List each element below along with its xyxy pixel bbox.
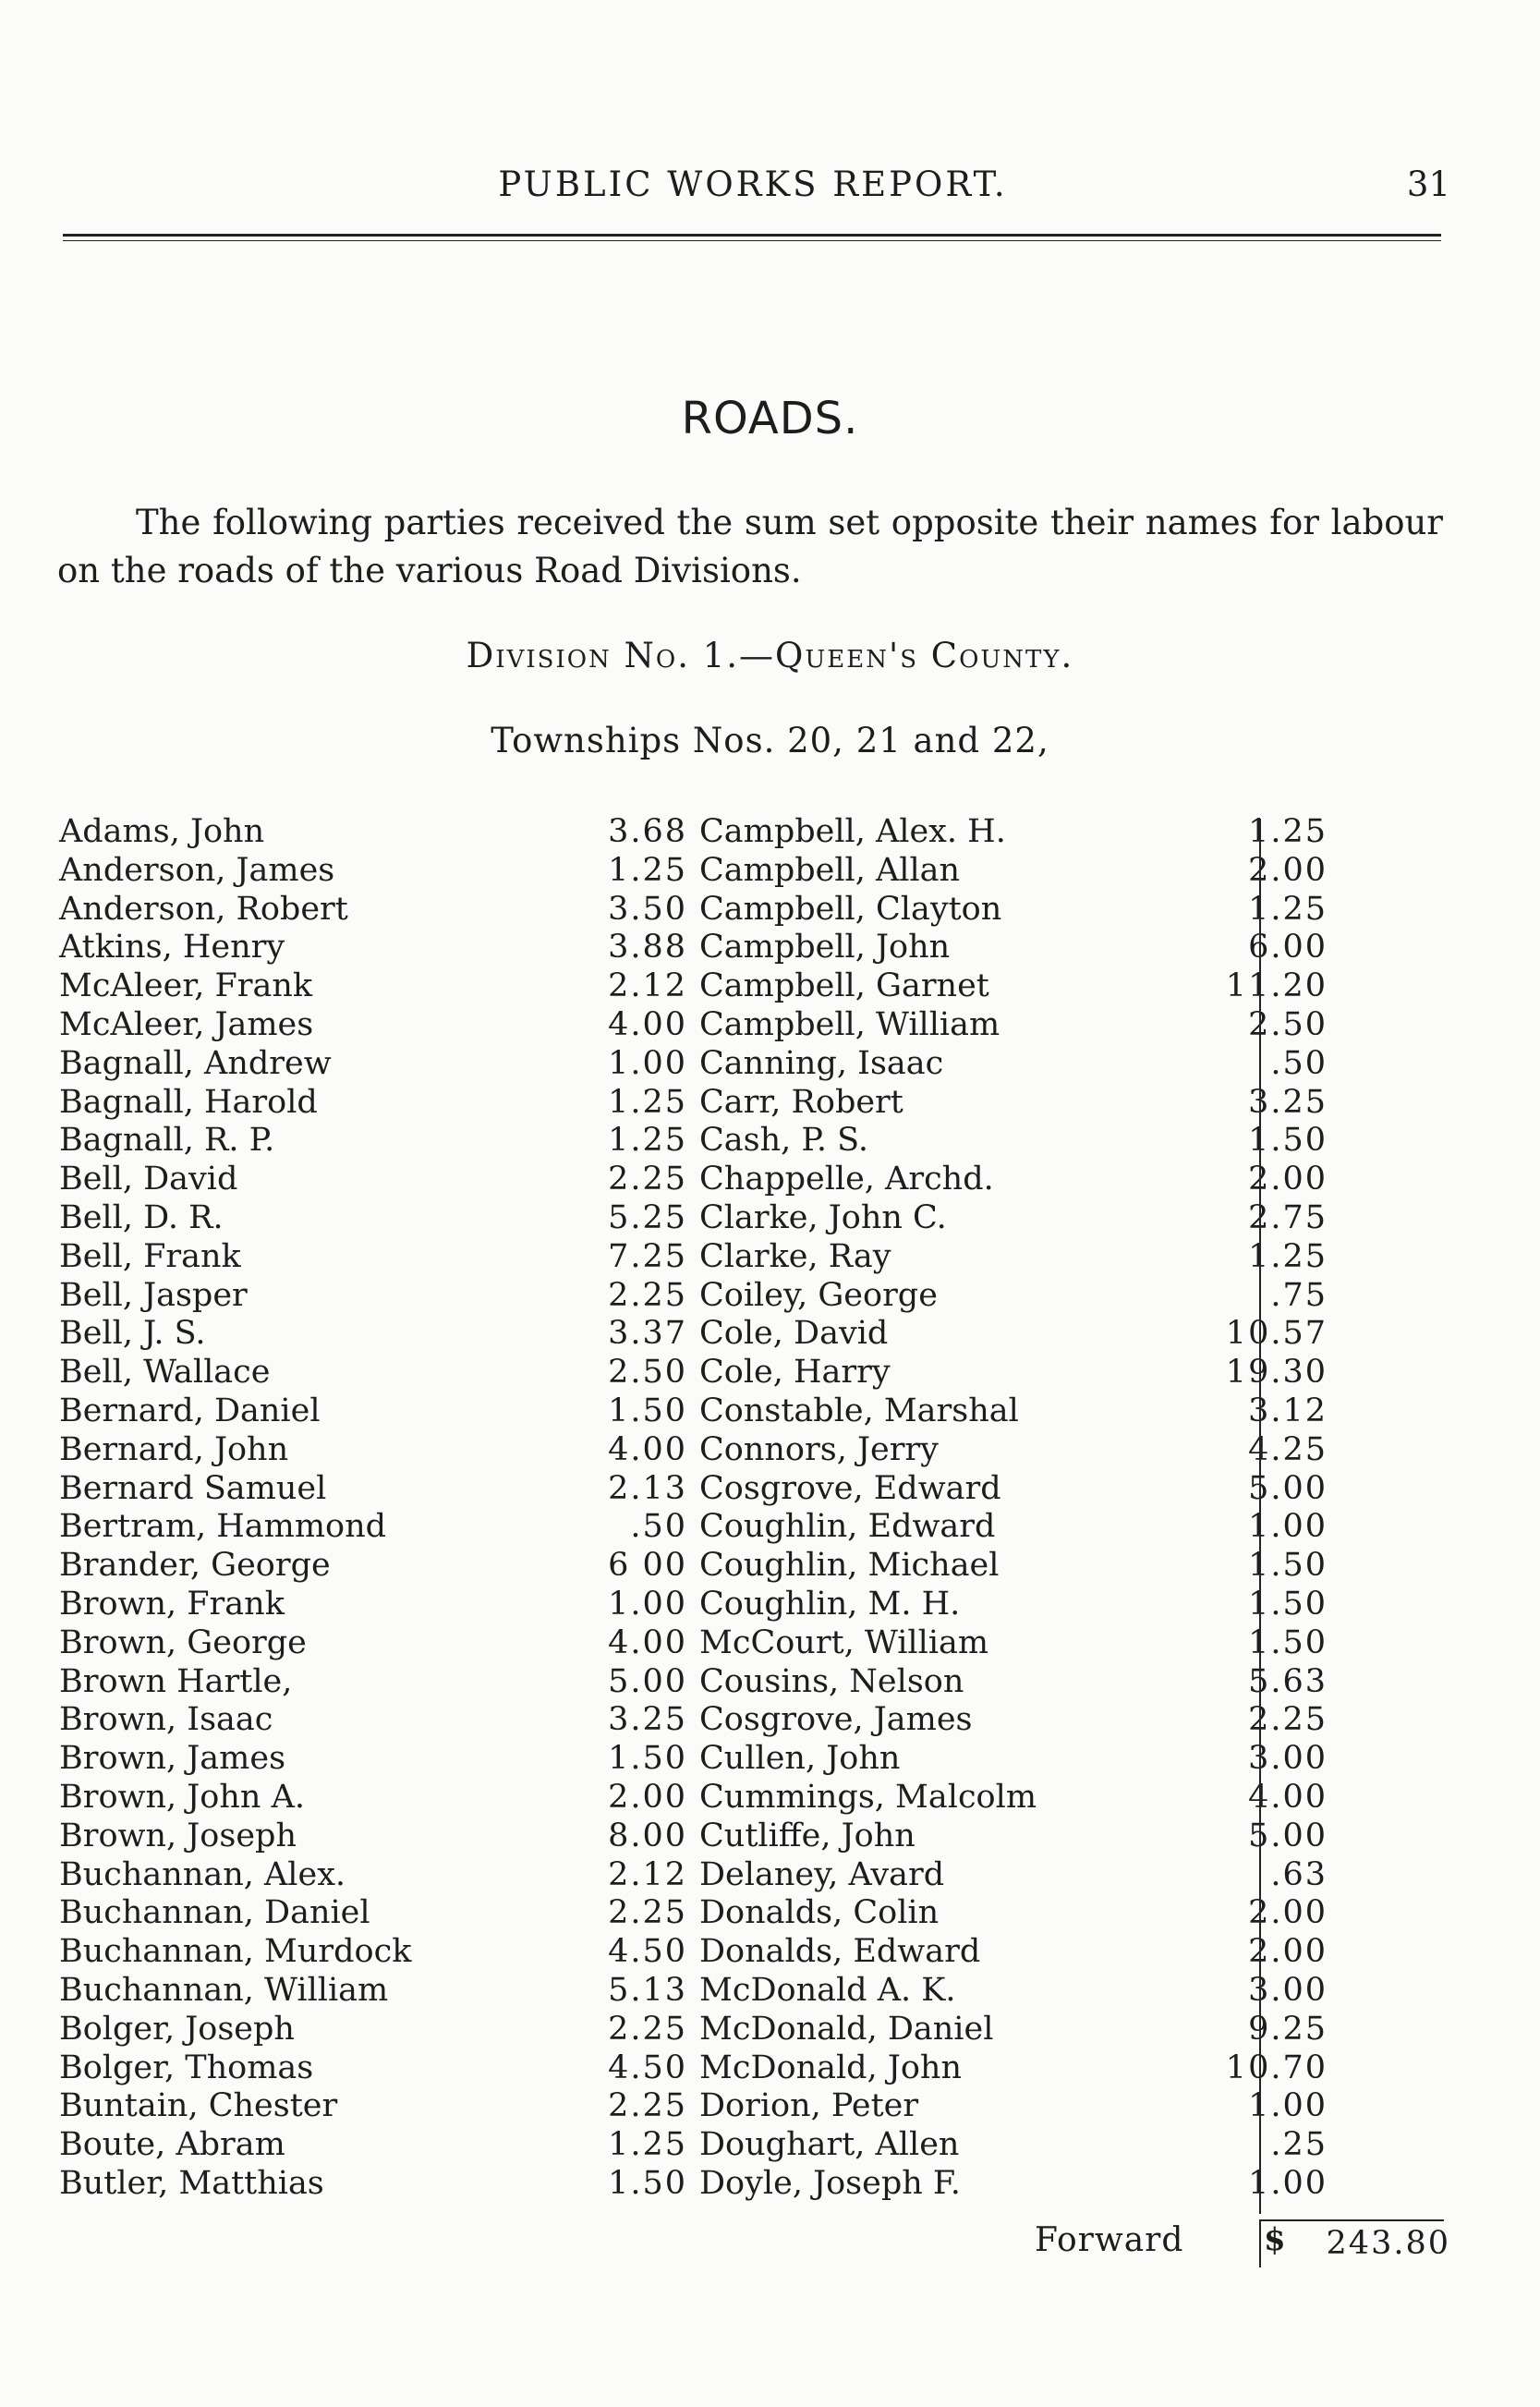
payment-amount: 4.00 [608,1623,687,1661]
payment-amount: .63 [1270,1855,1328,1893]
payment-amount: 2.25 [1248,1701,1328,1739]
payee-name: Donalds, Colin [699,1894,940,1932]
payee-name: Cosgrove, James [699,1701,973,1739]
payee-name: Bolger, Thomas [59,2048,314,2086]
payment-amount: 5.13 [608,1971,687,2009]
payee-name: Carr, Robert [699,1083,903,1121]
payment-amount: 2.50 [608,1354,687,1392]
payment-amount: 1.25 [608,2126,687,2164]
forward-label: Forward [1035,2221,1184,2259]
payee-name: Clarke, Ray [699,1237,891,1275]
payee-name: Bell, David [59,1161,238,1198]
forward-rule [1259,2219,1444,2221]
payee-name: Bagnall, R. P. [59,1122,275,1160]
payment-amount: 5.00 [1248,1817,1328,1854]
payment-amount: 2.00 [1248,851,1328,889]
townships-heading: Townships Nos. 20, 21 and 22, [491,721,1049,760]
payment-amount: 1.25 [608,1122,687,1160]
payment-amount: 8.00 [608,1817,687,1854]
running-title: PUBLIC WORKS REPORT. [498,164,1008,204]
payee-name: Brown, James [59,1740,286,1778]
payment-amount: 2.25 [608,1276,687,1314]
payment-amount: 3.88 [608,929,687,966]
payee-name: Adams, John [59,813,265,850]
payment-amount: 1.25 [1248,1237,1328,1275]
payee-name: Doughart, Allen [699,2126,960,2164]
payment-amount: 1.00 [608,1585,687,1623]
payment-amount: 3.12 [1248,1392,1328,1429]
intro-text: The following parties received the sum set opposite their names for labour on the roads of the various Road Divisions. [57,503,1443,590]
payment-amount: 4.00 [608,1005,687,1043]
payee-name: Bell, Frank [59,1237,241,1275]
payment-amount: 4.50 [608,1933,687,1971]
payment-amount: 1.00 [1248,2164,1328,2202]
payment-amount: 1.00 [1248,1508,1328,1546]
payee-name: Brown, Isaac [59,1701,273,1739]
payee-name: Delaney, Avard [699,1855,945,1893]
payment-amount: 3.00 [1248,1740,1328,1778]
payment-amount: 5.00 [1248,1469,1328,1507]
payment-amount: 1.00 [608,1044,687,1082]
section-title: ROADS. [681,393,859,444]
payee-name: McDonald A. K. [699,1971,956,2009]
payment-amount: 2.00 [1248,1894,1328,1932]
payee-name: Buntain, Chester [59,2087,338,2125]
payee-name: Cullen, John [699,1740,901,1778]
payee-name: Bertram, Hammond [59,1508,387,1546]
payee-name: Bagnall, Harold [59,1083,318,1121]
payee-name: Brander, George [59,1547,331,1585]
payee-name: Campbell, Alex. H. [699,813,1006,850]
payee-name: Anderson, Robert [59,890,348,928]
payment-amount: 19.30 [1225,1354,1328,1392]
payee-name: Cash, P. S. [699,1122,868,1160]
payee-name: Cole, Harry [699,1354,891,1392]
payment-amount: 3.37 [608,1315,687,1353]
payee-name: Buchannan, Alex. [59,1855,346,1893]
payment-amount: 1.50 [608,1392,687,1429]
payee-name: McDonald, Daniel [699,2010,994,2048]
payee-name: Bagnall, Andrew [59,1044,332,1082]
payee-name: Bell, Jasper [59,1276,248,1314]
payee-name: Bernard Samuel [59,1469,327,1507]
payee-name: Coughlin, Edward [699,1508,996,1546]
payment-amount: 1.50 [608,2164,687,2202]
payment-amount: 6 00 [608,1547,687,1585]
payee-name: Butler, Matthias [59,2164,324,2202]
payment-amount: 1.50 [1248,1585,1328,1623]
payment-amount: 5.25 [608,1198,687,1236]
payee-name: Bell, D. R. [59,1198,224,1236]
payment-amount: .75 [1270,1276,1328,1314]
payee-name: Bernard, John [59,1430,289,1468]
payment-amount: 2.50 [1248,1005,1328,1043]
payment-amount: 1.50 [1248,1623,1328,1661]
payee-name: Brown, John A. [59,1778,305,1816]
payment-amount: 4.50 [608,2048,687,2086]
payment-amount: 1.50 [1248,1122,1328,1160]
payee-name: McDonald, John [699,2048,963,2086]
payee-name: Anderson, James [59,851,335,889]
payment-amount: 1.50 [608,1740,687,1778]
payee-name: Coughlin, Michael [699,1547,1000,1585]
payee-name: Bernard, Daniel [59,1392,321,1429]
amount-column-rule [1259,819,1261,2214]
forward-column-rule [1259,2219,1261,2267]
payment-amount: 2.75 [1248,1198,1328,1236]
payment-amount: 4.25 [1248,1430,1328,1468]
payee-name: Cummings, Malcolm [699,1778,1037,1816]
intro-paragraph [57,499,1443,595]
payee-name: Coughlin, M. H. [699,1585,961,1623]
payment-amount: 9.25 [1248,2010,1328,2048]
payment-amount: 2.25 [608,2010,687,2048]
payee-name: McAleer, James [59,1005,314,1043]
payment-amount: 1.25 [608,1083,687,1121]
payee-name: Atkins, Henry [59,929,285,966]
header-rule [63,234,1441,241]
payment-amount: 3.68 [608,813,687,850]
payee-name: Cosgrove, Edward [699,1469,1001,1507]
payee-name: Brown, Frank [59,1585,285,1623]
payee-name: Clarke, John C. [699,1198,947,1236]
payee-name: Brown Hartle, [59,1662,293,1700]
currency-symbol: $ [1264,2221,1286,2258]
payee-name: Campbell, William [699,1005,1000,1043]
payee-name: Boute, Abram [59,2126,285,2164]
payment-amount: 10.57 [1225,1315,1328,1353]
payment-amount: 1.25 [608,851,687,889]
payee-name: Campbell, Garnet [699,967,989,1005]
payment-amount: 10.70 [1225,2048,1328,2086]
payment-amount: 4.00 [608,1430,687,1468]
payment-amount: 4.00 [1248,1778,1328,1816]
payee-name: McAleer, Frank [59,967,313,1005]
payee-name: Connors, Jerry [699,1430,939,1468]
payee-name: McCourt, William [699,1623,989,1661]
payee-name: Buchannan, William [59,1971,389,2009]
payee-name: Bell, J. S. [59,1315,206,1353]
payee-name: Bell, Wallace [59,1354,271,1392]
payee-name: Brown, George [59,1623,307,1661]
payment-amount: 1.25 [1248,813,1328,850]
payment-amount: 2.00 [1248,1161,1328,1198]
payee-name: Campbell, Allan [699,851,961,889]
payee-name: Dorion, Peter [699,2087,919,2125]
payment-amount: 1.25 [1248,890,1328,928]
payment-amount: 3.25 [1248,1083,1328,1121]
forward-total: 243.80 [1326,2225,1450,2262]
payee-name: Cousins, Nelson [699,1662,964,1700]
payment-amount: 2.12 [608,967,687,1005]
payee-name: Campbell, Clayton [699,890,1002,928]
payee-name: Cutliffe, John [699,1817,916,1854]
payment-amount: 3.00 [1248,1971,1328,2009]
payee-name: Constable, Marshal [699,1392,1019,1429]
payment-amount: .25 [1270,2126,1328,2164]
payee-name: Buchannan, Daniel [59,1894,370,1932]
payee-name: Chappelle, Archd. [699,1161,994,1198]
payment-amount: .50 [630,1508,687,1546]
payment-amount: 3.25 [608,1701,687,1739]
payment-amount: 7.25 [608,1237,687,1275]
payment-amount: 5.63 [1248,1662,1328,1700]
payment-amount: 2.12 [608,1855,687,1893]
payment-amount: 11.20 [1225,967,1328,1005]
payee-name: Doyle, Joseph F. [699,2164,961,2202]
payee-name: Donalds, Edward [699,1933,981,1971]
payee-name: Canning, Isaac [699,1044,944,1082]
running-header [55,164,1450,211]
payment-amount: 2.00 [1248,1933,1328,1971]
payee-name: Coiley, George [699,1276,938,1314]
payment-amount: 5.00 [608,1662,687,1700]
payment-amount: 2.00 [608,1778,687,1816]
payment-amount: 2.25 [608,1161,687,1198]
payment-amount: .50 [1270,1044,1328,1082]
payee-name: Brown, Joseph [59,1817,297,1854]
payee-name: Buchannan, Murdock [59,1933,412,1971]
payment-amount: 2.25 [608,2087,687,2125]
payment-amount: 3.50 [608,890,687,928]
payment-amount: 2.25 [608,1894,687,1932]
payment-amount: 1.50 [1248,1547,1328,1585]
division-heading: Division No. 1.—Queen's County. [466,636,1074,675]
payee-name: Campbell, John [699,929,951,966]
payee-name: Cole, David [699,1315,889,1353]
page-number: 31 [1406,164,1450,204]
forward-total-row [1035,2219,1460,2266]
payment-amount: 2.13 [608,1469,687,1507]
payment-amount: 1.00 [1248,2087,1328,2125]
payee-name: Bolger, Joseph [59,2010,295,2048]
payment-amount: 6.00 [1248,929,1328,966]
